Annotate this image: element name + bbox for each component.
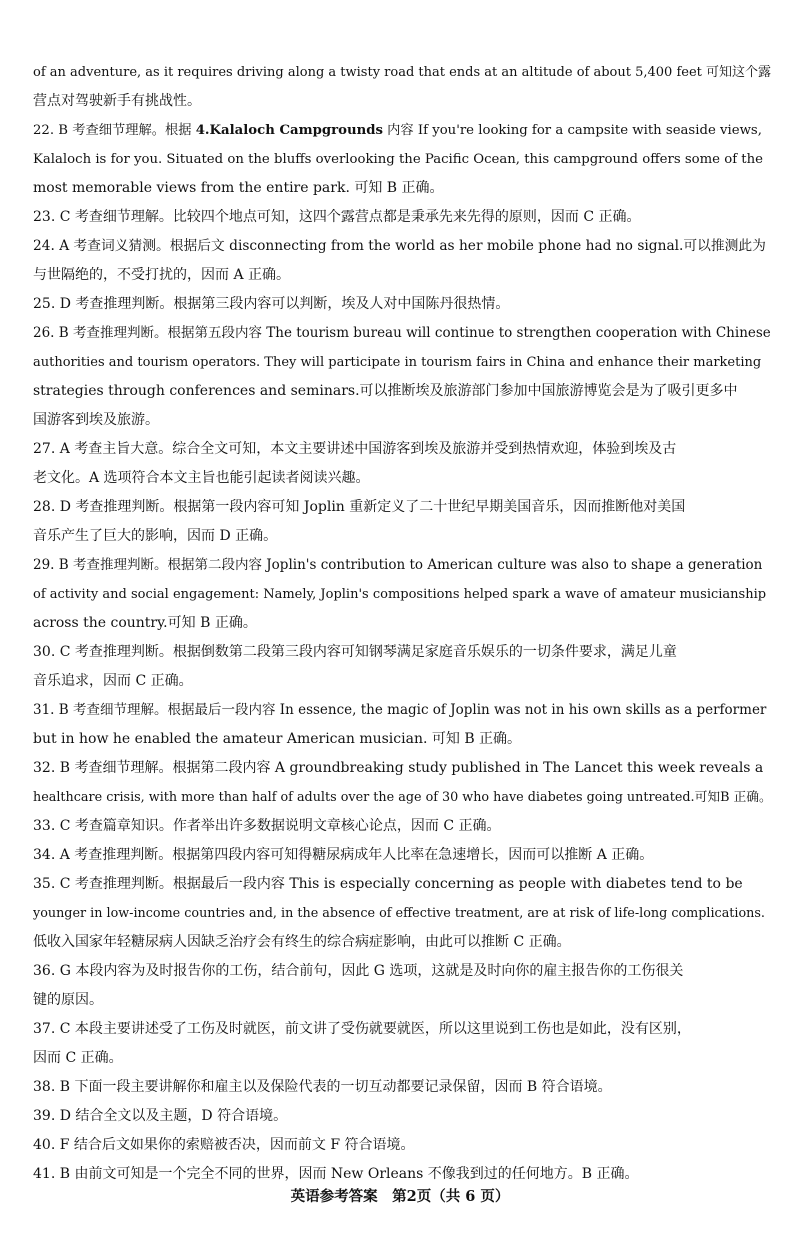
text-line: 41. B 由前文可知是一个完全不同的世界，因而 New Orleans 不像我到过的任何地方。B 正确。 [33,1166,639,1182]
text-line: authorities and tourism operators. They will participate in tourism fairs in China and enhance their marketing [33,355,762,370]
text-line: 低收入国家年轻糖尿病人因缺乏治疗会有终生的综合病症影响，由此可以推断 C 正确。 [33,934,571,950]
text-line: 营点对驾驶新手有挑战性。 [33,93,201,109]
text-line: 24. A 考查词义猜测。根据后文 disconnecting from the world as her mobile phone had no signal.可以推测此为 [33,238,766,254]
text-line: of activity and social engagement: Namely, Joplin's compositions helped spark a wave of amateur musicianship [33,587,767,602]
text-line: 40. F 结合后文如果你的索赔被否决，因而前文 F 符合语境。 [33,1137,415,1153]
text-line: 27. A 考查主旨大意。综合全文可知，本文主要讲述中国游客到埃及旅游并受到热情欢迎，体验到埃及古 [33,441,677,457]
text-line: 22. B 考查细节理解。根据 4.Kalaloch Campgrounds 内容 If you're looking for a campsite with seaside views, [33,123,762,138]
text-line: Kalaloch is for you. Situated on the bluffs overlooking the Pacific Ocean, this campground offers some of the [33,152,764,167]
answer-document [33,58,773,1189]
text-line: 29. B 考查推理判断。根据第二段内容 Joplin's contribution to American culture was also to shape a generation [33,557,763,573]
text-line: strategies through conferences and seminars.可以推断埃及旅游部门参加中国旅游博览会是为了吸引更多中 [33,383,738,399]
text-line: 37. C 本段主要讲述受了工伤及时就医，前文讲了受伤就要就医，所以这里说到工伤也是如此，没有区别， [33,1021,691,1037]
text-line: across the country.可知 B 正确。 [33,615,257,631]
text-line: but in how he enabled the amateur American musician. 可知 B 正确。 [33,731,522,747]
text-line: 35. C 考查推理判断。根据最后一段内容 This is especially concerning as people with diabetes tend to be [33,876,743,892]
text-line: 30. C 考查推理判断。根据倒数第二段第三段内容可知钢琴满足家庭音乐娱乐的一切条件要求，满足儿童 [33,644,677,660]
text-line: 38. B 下面一段主要讲解你和雇主以及保险代表的一切互动都要记录保留，因而 B 符合语境。 [33,1079,612,1095]
text-line: 31. B 考查细节理解。根据最后一段内容 In essence, the magic of Joplin was not in his own skills as a performer [33,702,767,718]
text-line: 音乐产生了巨大的影响，因而 D 正确。 [33,528,278,544]
text-line: 33. C 考查篇章知识。作者举出许多数据说明文章核心论点，因而 C 正确。 [33,818,501,834]
page-footer: 英语参考答案 第2页（共 6 页） [290,1188,510,1205]
campground-heading: 4.Kalaloch Campgrounds [195,123,383,138]
text-line: 与世隔绝的，不受打扰的，因而 A 正确。 [33,267,291,283]
text-line: 键的原因。 [33,992,103,1008]
text-line: younger in low-income countries and, in the absence of effective treatment, are at risk of life-long complications. [33,906,765,921]
text-line: most memorable views from the entire park. 可知 B 正确。 [33,180,444,196]
text-line: 26. B 考查推理判断。根据第五段内容 The tourism bureau will continue to strengthen cooperation with Chinese [33,325,771,341]
text-line: 28. D 考查推理判断。根据第一段内容可知 Joplin 重新定义了二十世纪早期美国音乐，因而推断他对美国 [33,499,686,515]
text-line: 39. D 结合全文以及主题，D 符合语境。 [33,1108,288,1124]
text-line: 老文化。A 选项符合本文主旨也能引起读者阅读兴趣。 [33,470,370,486]
text-line: 34. A 考查推理判断。根据第四段内容可知得糖尿病成年人比率在急速增长，因而可以推断 A 正确。 [33,847,654,863]
text-line: 36. G 本段内容为及时报告你的工伤，结合前句，因此 G 选项，这就是及时向你的雇主报告你的工伤很关 [33,963,684,979]
text-line: 因而 C 正确。 [33,1050,123,1066]
text-line: of an adventure, as it requires driving along a twisty road that ends at an altitude of about 5,400 feet 可知这个露 [33,65,772,80]
text-line: 32. B 考查细节理解。根据第二段内容 A groundbreaking study published in The Lancet this week reveals a [33,760,764,776]
text-line: healthcare crisis, with more than half of adults over the age of 30 who have diabetes going untreated.可知B 正确。 [33,790,772,805]
text-line: 23. C 考查细节理解。比较四个地点可知，这四个露营点都是秉承先来先得的原则，因而 C 正确。 [33,209,641,225]
text-line: 音乐追求，因而 C 正确。 [33,673,193,689]
text-line: 25. D 考查推理判断。根据第三段内容可以判断，埃及人对中国陈丹很热情。 [33,296,510,312]
text-line: 国游客到埃及旅游。 [33,412,159,428]
